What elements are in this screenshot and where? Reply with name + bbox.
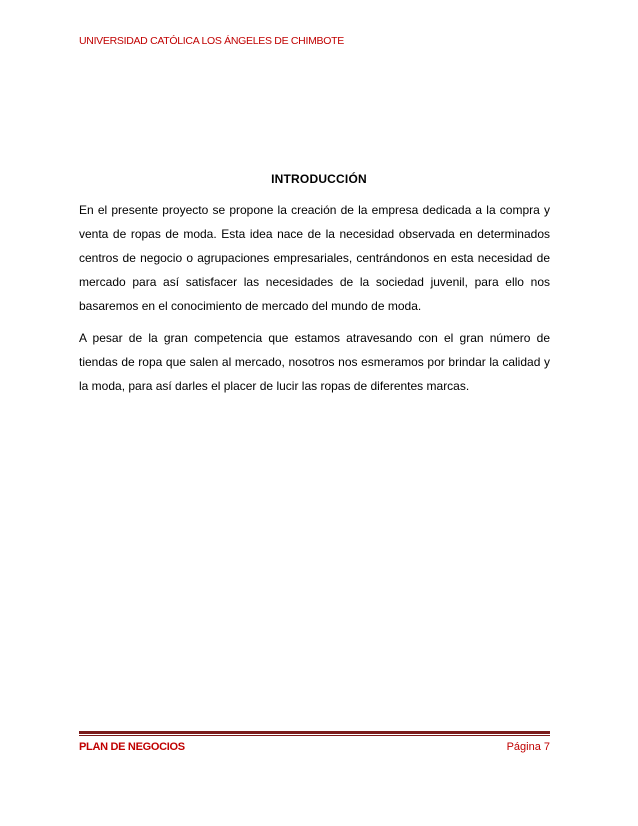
footer-page-number: Página 7 bbox=[506, 741, 550, 753]
footer-document-title: PLAN DE NEGOCIOS bbox=[79, 741, 185, 753]
body-text bbox=[79, 198, 550, 406]
footer-divider bbox=[79, 731, 550, 734]
section-title: INTRODUCCIÓN bbox=[271, 172, 367, 186]
paragraph-1: En el presente proyecto se propone la creación de la empresa dedicada a la compra y venta de ropas de moda. Esta idea nace de la necesidad observada en determinados centros de negocio o agrupaciones empresariales, centrándonos en esta necesidad de mercado para así satisfacer las necesidades de la sociedad juvenil, para ello nos basaremos en el conocimiento de mercado del mundo de moda. bbox=[79, 203, 550, 313]
footer-divider-thin bbox=[79, 735, 550, 736]
header-institution: UNIVERSIDAD CATÓLICA LOS ÁNGELES DE CHIMBOTE bbox=[79, 35, 344, 47]
paragraph-2: A pesar de la gran competencia que estamos atravesando con el gran número de tiendas de ropa que salen al mercado, nosotros nos esmeramos por brindar la calidad y la moda, para así darles el placer de lucir las ropas de diferentes marcas. bbox=[79, 331, 550, 393]
